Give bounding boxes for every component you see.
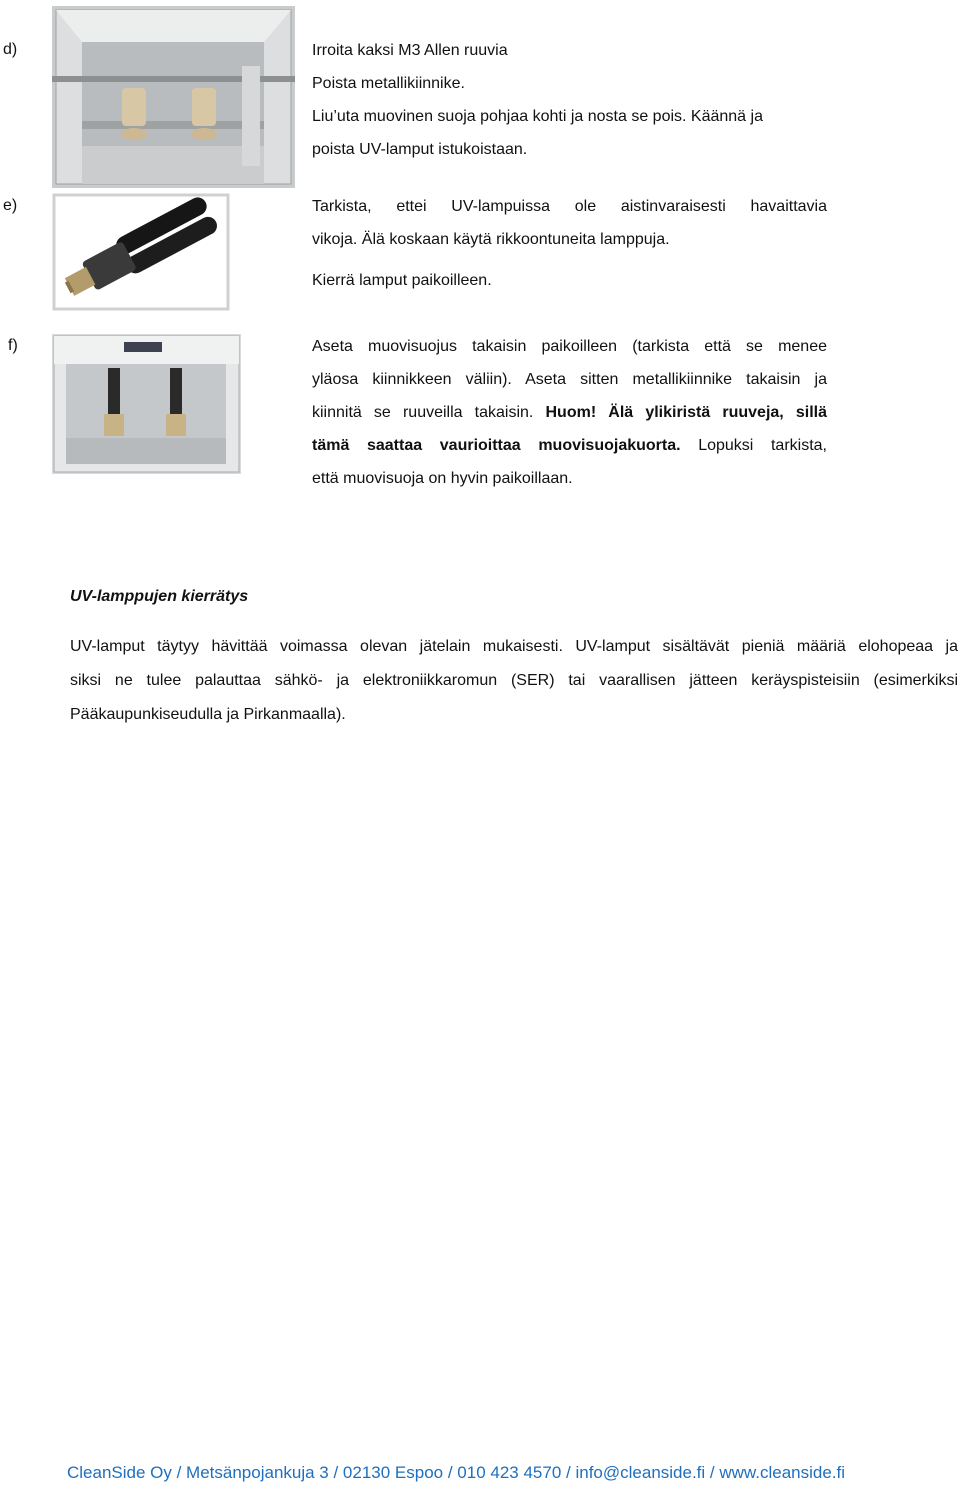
step-f-line-2: yläosa kiinnikkeen väliin). Aseta sitten metallikiinnike takaisin ja <box>312 371 827 388</box>
step-e-line: Tarkista, ettei UV-lampuissa ole aistinvaraisesti havaittavia <box>312 198 827 215</box>
step-d-line: Irroita kaksi M3 Allen ruuvia <box>312 42 508 59</box>
photo-uv-unit-with-cover <box>52 334 241 474</box>
step-d-line: Liu’uta muovinen suoja pohjaa kohti ja nosta se pois. Käännä ja <box>312 108 763 125</box>
footer-contact: CleanSide Oy / Metsänpojankuja 3 / 02130 Espoo / 010 423 4570 / info@cleanside.fi / www.cleanside.fi <box>67 1463 846 1482</box>
step-f-line-1: Aseta muovisuojus takaisin paikoilleen (tarkista että se menee <box>312 338 827 355</box>
step-f-text-last <box>312 462 827 495</box>
step-d-text <box>312 34 827 166</box>
photo-uv-unit-open-interior <box>52 6 295 188</box>
step-f-line-4 <box>312 429 827 462</box>
step-f-line-3-normal: kiinnitä se ruuveilla takaisin. <box>312 404 546 421</box>
step-f-line-3 <box>312 396 827 429</box>
step-e-line: vikoja. Älä koskaan käytä rikkoontuneita lamppuja. <box>312 231 670 248</box>
step-f-text <box>312 330 827 462</box>
step-e-line: Kierrä lamput paikoilleen. <box>312 272 492 289</box>
step-e-text-rest <box>312 223 827 297</box>
step-f-warning-bold: Huom! Älä ylikiristä ruuveja, sillä <box>545 404 827 421</box>
section-body <box>70 630 958 732</box>
photo-uv-lamp <box>52 193 230 311</box>
step-f-line-5: että muovisuoja on hyvin paikoillaan. <box>312 470 573 487</box>
step-d-line: poista UV-lamput istukoistaan. <box>312 141 528 158</box>
step-d-line: Poista metallikiinnike. <box>312 75 465 92</box>
section-line: Pääkaupunkiseudulla ja Pirkanmaalla). <box>70 706 346 723</box>
step-e-label: e) <box>3 197 18 214</box>
section-line: UV-lamput täytyy hävittää voimassa olevan jätelain mukaisesti. UV-lamput sisältävät pieniä määriä elohopeaa ja <box>70 638 958 655</box>
section-line: siksi ne tulee palauttaa sähkö- ja elektroniikkaromun (SER) tai vaarallisen jätteen keräyspisteisiin (esimerkiksi <box>70 672 958 689</box>
step-e-text <box>312 190 827 223</box>
step-f-warning-bold-2: tämä saattaa vaurioittaa muovisuojakuorta. <box>312 437 681 454</box>
step-f-line-4-normal: Lopuksi tarkista, <box>680 437 827 454</box>
step-f-label: f) <box>8 337 18 354</box>
step-d-label: d) <box>3 41 18 58</box>
section-title: UV-lamppujen kierrätys <box>70 588 249 605</box>
